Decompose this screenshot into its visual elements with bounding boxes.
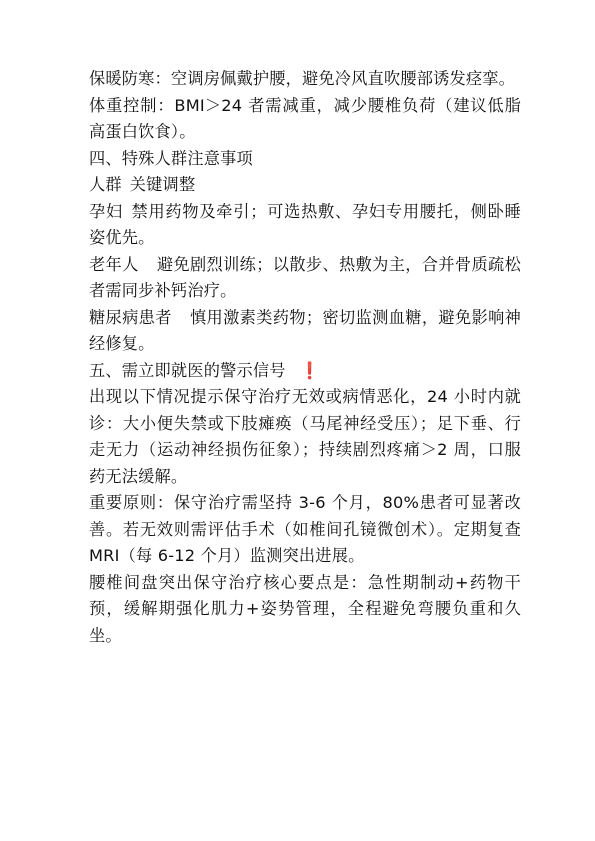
row-group-label: 老年人 bbox=[89, 254, 139, 274]
exclamation-icon: ❗ bbox=[299, 360, 321, 380]
row-advice: 慎用激素类药物；密切监测血糖，避免影响神经修复。 bbox=[89, 307, 522, 353]
section4-heading: 四、特殊人群注意事项 bbox=[89, 148, 253, 168]
table-header-group: 人群 bbox=[89, 175, 122, 194]
table-row bbox=[89, 199, 521, 252]
paragraph-warmth: 保暖防寒：空调房佩戴护腰，避免冷风直吹腰部诱发痉挛。 bbox=[89, 69, 516, 88]
table-row bbox=[89, 252, 521, 305]
section5-heading: 五、需立即就医的警示信号 bbox=[89, 360, 286, 380]
row-advice: 禁用药物及牵引；可选热敷、孕妇专用腰托，侧卧睡姿优先。 bbox=[89, 201, 521, 247]
table-header-adjustment: 关键调整 bbox=[129, 175, 196, 194]
document-page bbox=[89, 66, 521, 649]
section5-heading-line bbox=[89, 358, 521, 385]
row-group-label: 孕妇 bbox=[89, 201, 123, 221]
special-groups-table-header bbox=[89, 172, 521, 199]
row-advice: 避免剧烈训练；以散步、热敷为主，合并骨质疏松者需同步补钙治疗。 bbox=[89, 254, 521, 300]
table-row bbox=[89, 305, 521, 358]
paragraph-warning-signs: 出现以下情况提示保守治疗无效或病情恶化，24 小时内就诊：大小便失禁或下肢瘫痪（马尾神经受压）；足下垂、行走无力（运动神经损伤征象）；持续剧烈疼痛＞2 周，口服药无法缓解。 bbox=[89, 387, 521, 486]
paragraph-principle: 重要原则：保守治疗需坚持 3-6 个月，80%患者可显著改善。若无效则需评估手术（如椎间孔镜微创术）。定期复查 MRI（每 6-12 个月）监测突出进展。 bbox=[89, 493, 521, 565]
paragraph-weight: 体重控制：BMI＞24 者需减重，减少腰椎负荷（建议低脂高蛋白饮食）。 bbox=[89, 95, 521, 141]
paragraph-summary: 腰椎间盘突出保守治疗核心要点是：急性期制动+药物干预，缓解期强化肌力+姿势管理，全程避免弯腰负重和久坐。 bbox=[89, 572, 521, 645]
row-group-label: 糖尿病患者 bbox=[89, 307, 172, 327]
